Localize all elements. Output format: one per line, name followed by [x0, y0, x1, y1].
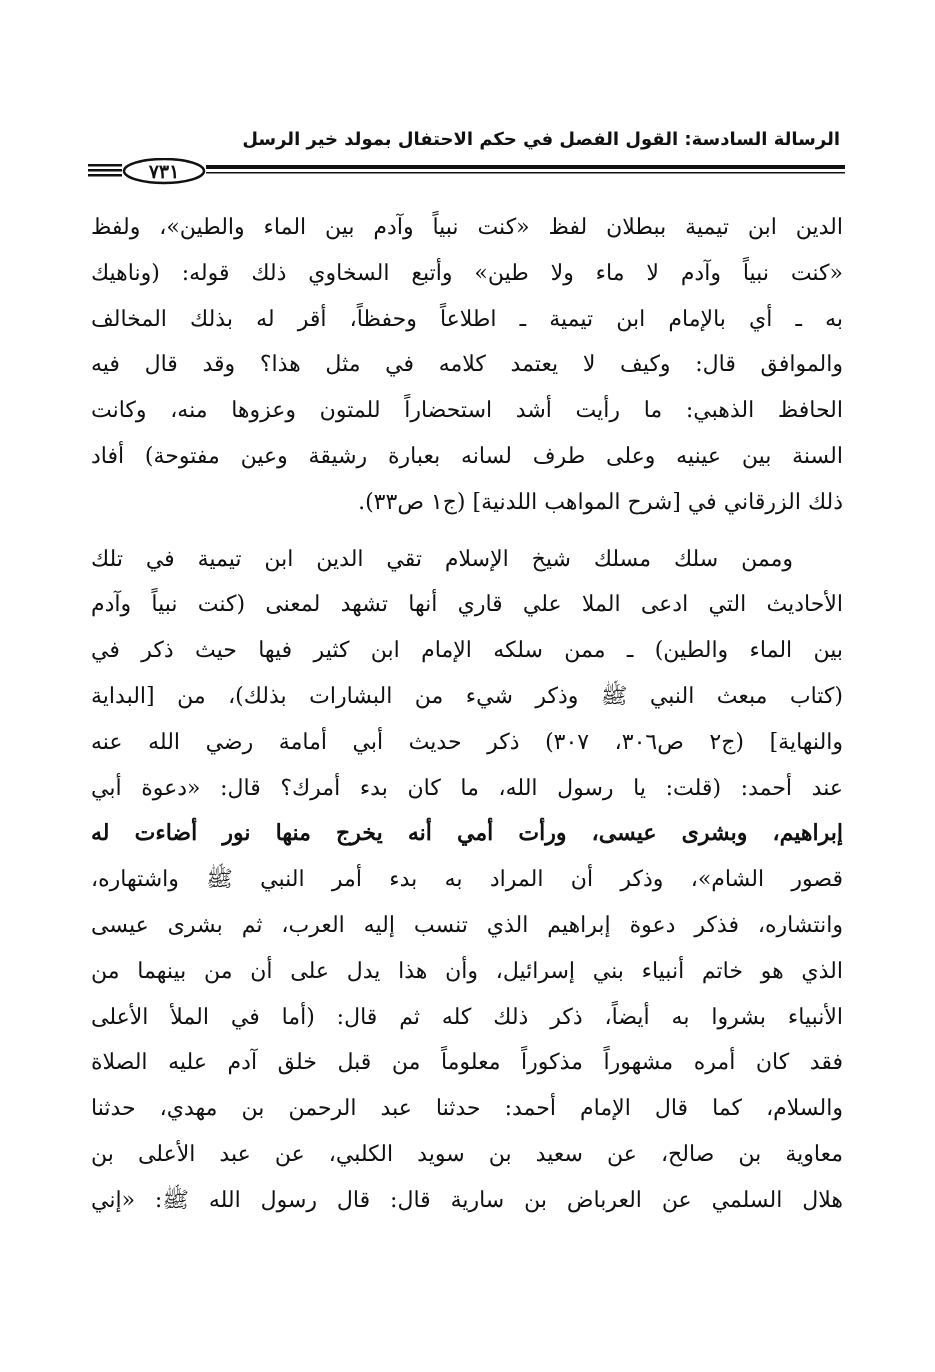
- body-text: [91, 205, 843, 1224]
- text-line: الأنبياء بشروا به أيضاً، ذكر ذلك كله ثم قال: (أما في الملأ الأعلى: [91, 1004, 843, 1030]
- text-line: الأحاديث التي ادعى الملا علي قاري أنها تشهد لمعنى (كنت نبياً وآدم: [91, 592, 843, 618]
- rule-left-1: [88, 164, 122, 167]
- text-line: عند أحمد: (قلت: يا رسول الله، ما كان بدء أمرك؟ قال: «دعوة أبي: [91, 775, 843, 801]
- text-line: ذلك الزرقاني في [شرح المواهب اللدنية] (ج١ ص٣٣).: [358, 489, 843, 515]
- text-line: وممن سلك مسلك شيخ الإسلام تقي الدين ابن تيمية في تلك: [91, 546, 793, 572]
- text-line: السنة بين عينيه وعلى طرف لسانه بعبارة رشيقة وعين مفتوحة) أفاد: [91, 443, 843, 469]
- text-line: «كنت نبياً وآدم لا ماء ولا طين» وأتبع السخاوي ذلك قوله: (وناهيك: [91, 260, 843, 286]
- text-line: به ـ أي بالإمام ابن تيمية ـ اطلاعاً وحفظاً، أقر له بذلك المخالف: [91, 306, 843, 332]
- text-line: الذي هو خاتم أنبياء بني إسرائيل، وأن هذا يدل على أن من بينهما من: [91, 958, 843, 984]
- text-line: الحافظ الذهبي: ما رأيت أشد استحضاراً للمتون وعزوها منه، وكانت: [91, 398, 843, 424]
- rule-left-3: [88, 174, 122, 177]
- text-line: فقد كان أمره مشهوراً مذكوراً معلوماً من قبل خلق آدم عليه الصلاة: [91, 1050, 843, 1076]
- text-line: بين الماء والطين) ـ ممن سلكه الإمام ابن كثير فيها حيث ذكر في: [91, 638, 843, 664]
- running-title: الرسالة السادسة: القول الفصل في حكم الاحتفال بمولد خير الرسل: [242, 129, 840, 150]
- header-rule-graphic: [88, 158, 845, 192]
- text-line: وانتشاره، فذكر دعوة إبراهيم الذي تنسب إليه العرب، ثم بشرى عيسى: [91, 912, 843, 938]
- text-line: والنهاية] (ج٢ ص٣٠٦، ٣٠٧) ذكر حديث أبي أمامة رضي الله عنه: [91, 729, 843, 755]
- text-line: والموافق قال: وكيف لا يعتمد كلامه في مثل هذا؟ وقد قال فيه: [91, 352, 843, 378]
- text-line: هلال السلمي عن العرباض بن سارية قال: قال رسول الله ﷺ: «إني: [91, 1187, 843, 1213]
- page-number: ٧٣١: [148, 161, 180, 183]
- hadith-text-line: إبراهيم، وبشرى عيسى، ورأت أمي أنه يخرج منها نور أضاءت له: [91, 820, 843, 847]
- header-rule: [88, 158, 845, 192]
- rule-left-2: [88, 169, 122, 172]
- paragraph-1: [91, 205, 843, 526]
- text-line: قصور الشام»، وذكر أن المراد به بدء أمر النبي ﷺ واشتهاره،: [91, 867, 843, 893]
- text-line: الدين ابن تيمية ببطلان لفظ «كنت نبياً وآدم بين الماء والطين»، ولفظ: [91, 215, 843, 240]
- text-line: (كتاب مبعث النبي ﷺ وذكر شيء من البشارات بذلك)، من [البداية: [91, 683, 843, 709]
- text-line: معاوية بن صالح، عن سعيد بن سويد الكلبي، عن عبد الأعلى بن: [91, 1141, 843, 1167]
- paragraph-2: [91, 537, 843, 1224]
- text-line: والسلام، كما قال الإمام أحمد: حدثنا عبد الرحمن بن مهدي، حدثنا: [91, 1096, 843, 1122]
- rule-right-thick: [206, 165, 845, 169]
- rule-right-thin: [206, 172, 845, 174]
